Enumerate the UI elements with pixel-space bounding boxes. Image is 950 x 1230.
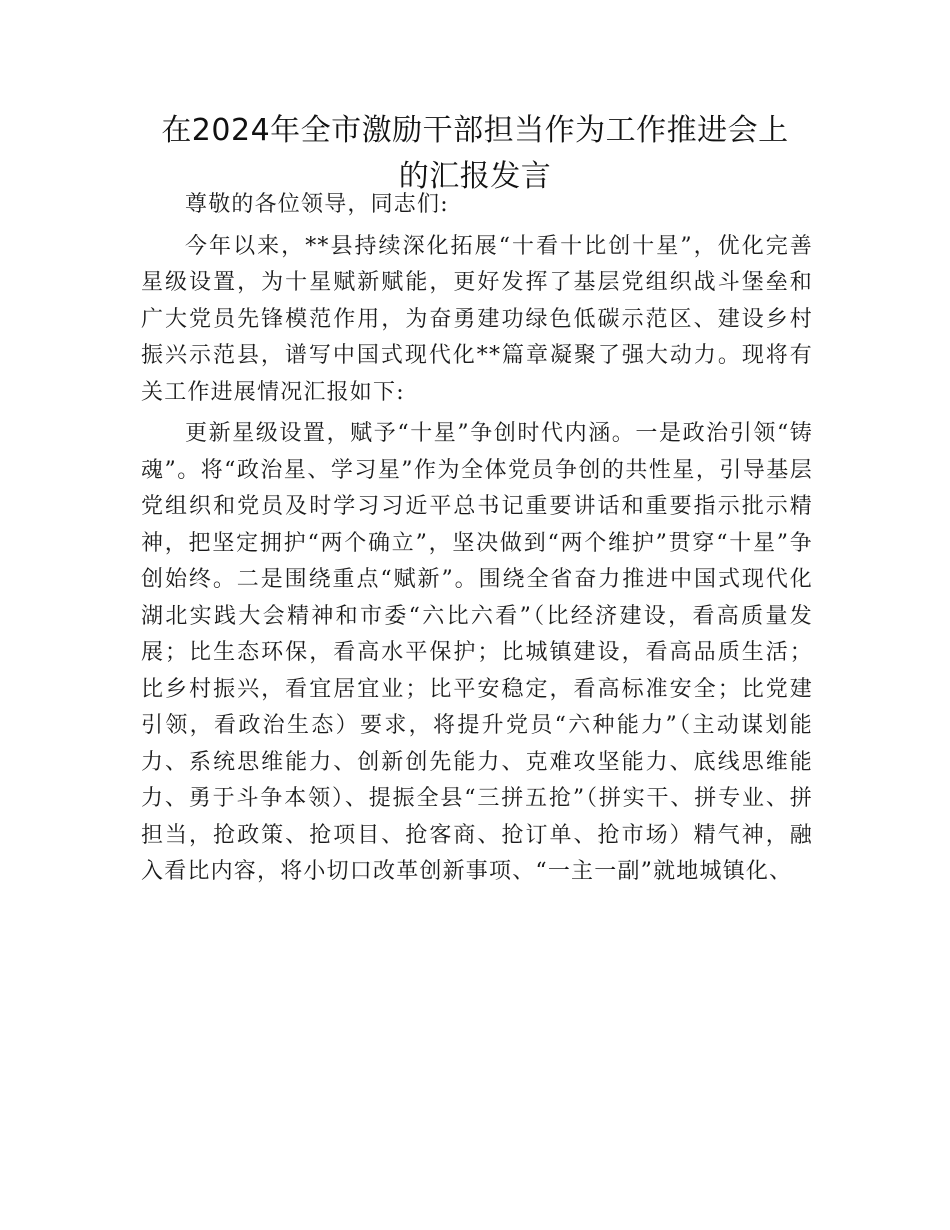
paragraph-star-settings: 更新星级设置，赋予“十星”争创时代内涵。一是政治引领“铸魂”。将“政治星、学习星”作为全体党员争创的共性星，引导基层党组织和党员及时学习习近平总书记重要讲话和重要指示批示精神，把坚定拥护“两个确立”，坚决做到“两个维护”贯穿“十星”争创始终。二是围绕重点“赋新”。围绕全省奋力推进中国式现代化湖北实践大会精神和市委“六比六看”（比经济建设，看高质量发展；比生态环保，看高水平保护；比城镇建设，看高品质生活；比乡村振兴，看宜居宜业；比平安稳定，看高标准安全；比党建引领，看政治生态）要求，将提升党员“六种能力”（主动谋划能力、系统思维能力、创新创先能力、克难攻坚能力、底线思维能力、勇于斗争本领）、提振全县“三拼五抢”（拼实干、拼专业、拼担当，抢政策、抢项目、抢客商、抢订单、抢市场）精气神，融入看比内容，将小切口改革创新事项、“一主一副”就地城镇化、 [141, 421, 813, 884]
title-line-1: 在2024年全市激励干部担当作为工作推进会上 [161, 113, 789, 148]
greeting-line: 尊敬的各位领导，同志们: [185, 192, 449, 217]
title-line-2: 的汇报发言 [398, 159, 552, 194]
document-body [141, 187, 813, 891]
paragraph-intro: 今年以来，**县持续深化拓展“十看十比创十星”，优化完善星级设置，为十星赋新赋能，更好发挥了基层党组织战斗堡垒和广大党员先锋模范作用，为奋勇建功绿色低碳示范区、建设乡村振兴示范县，谱写中国式现代化**篇章凝聚了强大动力。现将有关工作进展情况汇报如下: [141, 233, 813, 405]
